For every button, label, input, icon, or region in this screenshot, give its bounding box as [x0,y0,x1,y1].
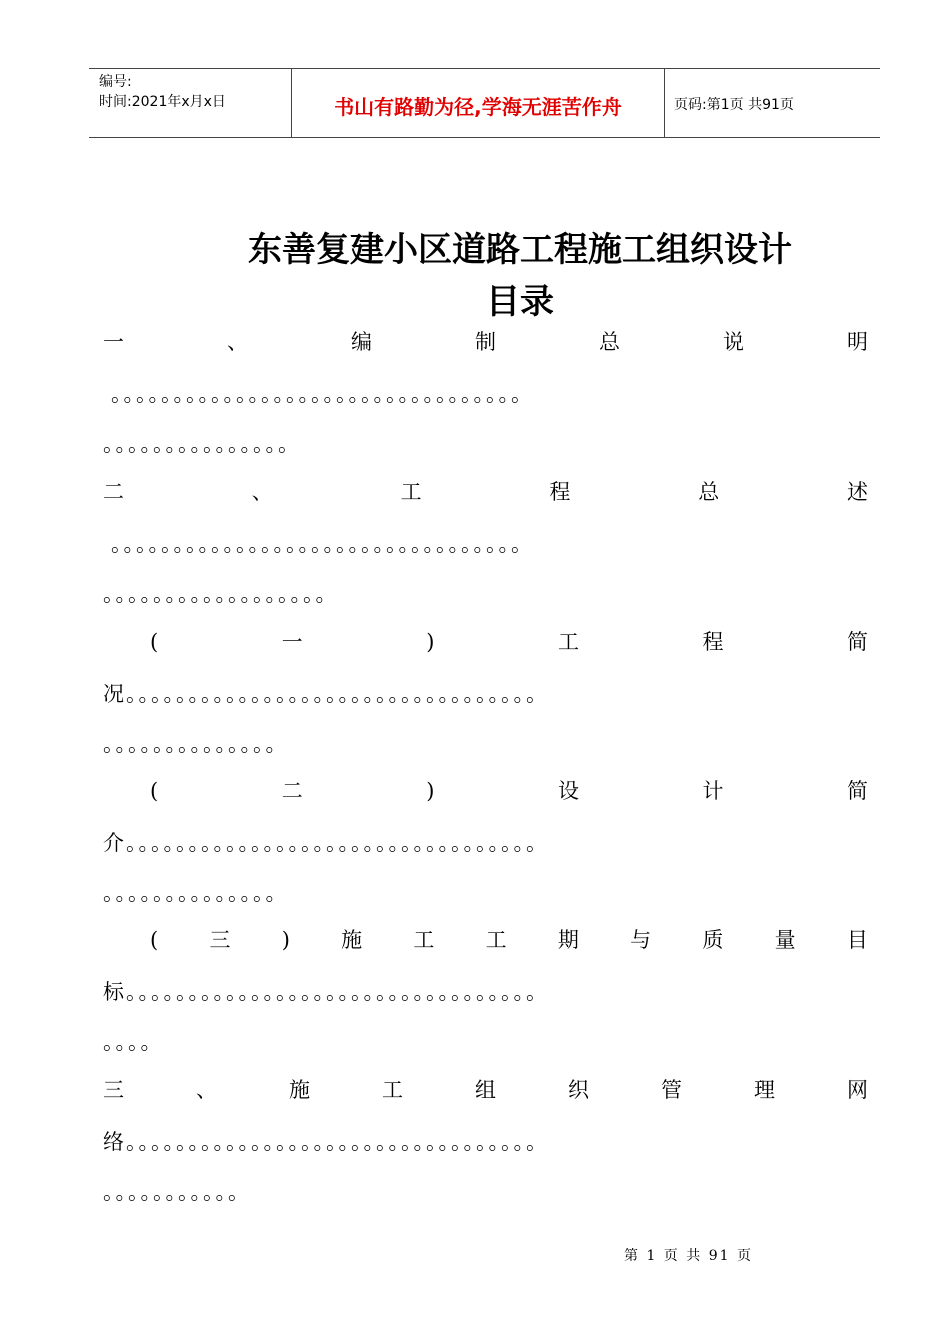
toc-heading-char: 简 [846,779,868,803]
document-subtitle: 目录 [486,282,554,322]
toc-heading-char: 理 [754,1078,775,1102]
toc-heading-char: 一 [281,630,303,654]
toc-heading-char: 工 [400,480,422,504]
toc-heading-char: 简 [846,630,868,654]
toc-heading-char: 工 [382,1078,403,1102]
toc-heading-char: 计 [702,779,724,803]
toc-leader-dots: 。。。。。。。。。。。。。。 [103,732,289,756]
toc-heading-char: 组 [475,1078,496,1102]
toc-heading-char: 网 [847,1078,868,1102]
header-page-info: 页码:第1页 共91页 [674,97,794,113]
toc-heading-char: 二 [281,779,303,803]
toc-heading-char: 目 [846,928,868,952]
toc-heading-char: ( [150,779,159,803]
toc-heading-char: 施 [341,928,363,952]
toc-heading-char: 施 [289,1078,310,1102]
toc-heading-char: 程 [549,480,571,504]
toc-heading-char: 程 [702,630,724,654]
toc-heading-char: 工 [413,928,435,952]
toc-entry-heading[interactable] [103,1075,868,1105]
toc-leader-dots: 。。。。 [103,1030,164,1054]
toc-heading-char: 三 [209,928,231,952]
toc-leader-dots: 。。。。。。。。。。。。。。。。。。。。。。。。。。。。。。。。。 [111,532,534,556]
toc-heading-char: 期 [557,928,579,952]
toc-heading-char: 一 [103,330,124,354]
toc-heading-char: 总 [698,480,720,504]
toc-heading-char: 编 [351,330,372,354]
toc-heading-char: 工 [485,928,507,952]
toc-heading-char: 述 [846,480,868,504]
toc-heading-char: 三 [103,1078,124,1102]
toc-leader-dots: 络。。。。。。。。。。。。。。。。。。。。。。。。。。。。。。。。。 [103,1130,549,1154]
header-right-cell [664,69,880,137]
toc-entry-heading[interactable] [103,477,868,507]
toc-heading-char: 、 [227,330,248,354]
document-title: 东善复建小区道路工程施工组织设计 [248,230,792,270]
time-label: 时间:2021年x月x日 [99,94,226,110]
toc-heading-char: 工 [557,630,579,654]
toc-leader-dots: 标。。。。。。。。。。。。。。。。。。。。。。。。。。。。。。。。。 [103,980,549,1004]
toc-entry-heading[interactable] [150,776,868,806]
toc-heading-char: ) [426,630,435,654]
toc-heading-char: 管 [661,1078,682,1102]
toc-entry-heading[interactable] [150,627,868,657]
header-motto: 书山有路勤为径,学海无涯苦作舟 [334,95,622,119]
header-left-cell [89,69,291,137]
toc-heading-char: 明 [847,330,868,354]
number-label: 编号: [99,74,132,90]
page-footer: 第 1 页 共 91 页 [624,1248,753,1264]
toc-leader-dots: 况。。。。。。。。。。。。。。。。。。。。。。。。。。。。。。。。。 [103,682,549,706]
toc-leader-dots: 。。。。。。。。。。。 [103,1180,251,1204]
toc-heading-char: ( [150,630,159,654]
toc-heading-char: 二 [103,480,124,504]
toc-leader-dots: 。。。。。。。。。。。。。。。。。。。。。。。。。。。。。。。。。 [111,382,534,406]
toc-heading-char: ( [150,928,159,952]
toc-entry-heading[interactable] [150,925,868,955]
toc-heading-char: 制 [475,330,496,354]
toc-heading-char: 织 [568,1078,589,1102]
page-header [89,68,880,138]
header-middle-cell [291,69,665,137]
toc-heading-char: 与 [630,928,652,952]
toc-heading-char: 、 [196,1078,217,1102]
toc-leader-dots: 。。。。。。。。。。。。。。。 [103,432,301,456]
toc-heading-char: 质 [702,928,724,952]
toc-entry-heading[interactable] [103,327,868,357]
toc-heading-char: 总 [599,330,620,354]
toc-leader-dots: 介。。。。。。。。。。。。。。。。。。。。。。。。。。。。。。。。。 [103,831,549,855]
toc-leader-dots: 。。。。。。。。。。。。。。。。。。 [103,582,339,606]
toc-heading-char: 、 [251,480,273,504]
toc-heading-char: ) [281,928,290,952]
toc-heading-char: 说 [723,330,744,354]
toc-heading-char: ) [426,779,435,803]
toc-heading-char: 设 [557,779,579,803]
toc-leader-dots: 。。。。。。。。。。。。。。 [103,881,289,905]
toc-heading-char: 量 [774,928,796,952]
